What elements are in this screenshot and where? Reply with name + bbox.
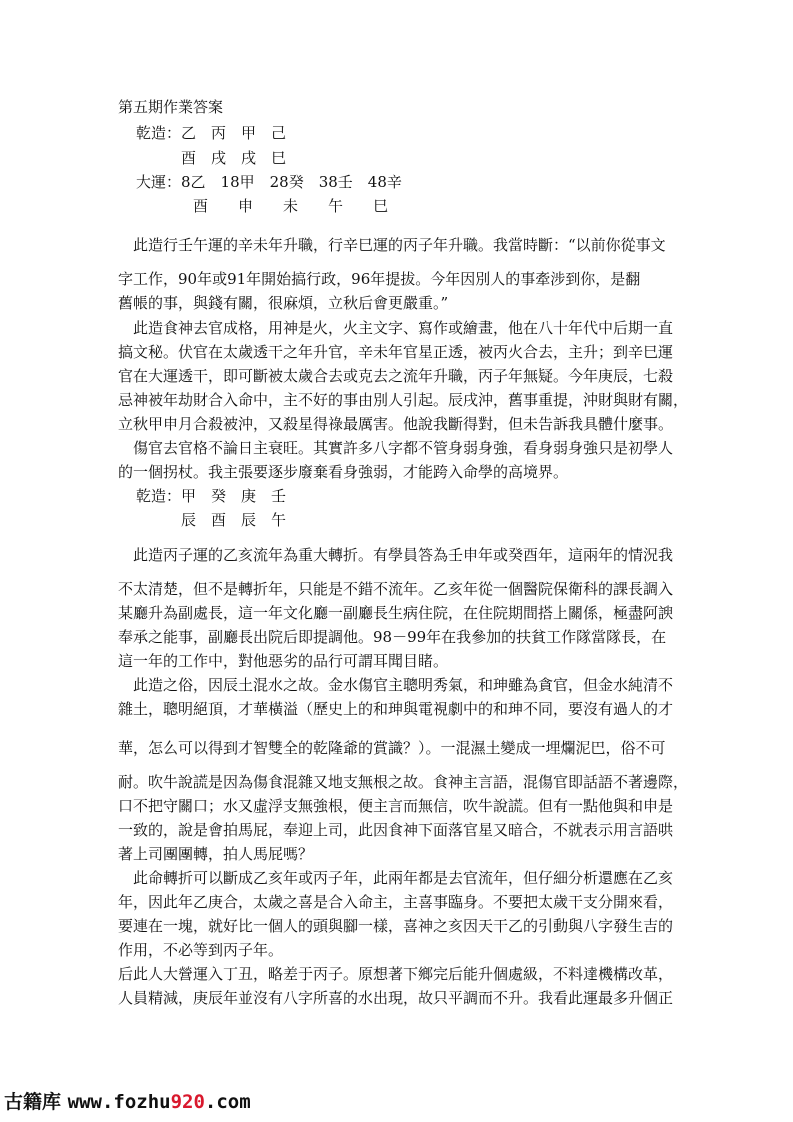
para2-line: 立秋甲申月合殺被沖，又殺星得祿最厲害。他說我斷得對，但未告訴我具體什麼事。 <box>118 415 674 433</box>
para4-line: 此造丙子運的乙亥流年為重大轉折。有學員答為壬申年或癸酉年，這兩年的情況我 <box>118 546 674 564</box>
para2-line: 此造食神去官成格，用神是火，火主文字、寫作或繪畫，他在八十年代中后期一直 <box>118 319 674 337</box>
para2-line: 搞文秘。伏官在太歲透干之年升官，辛未年官星正透，被丙火合去，主升；到辛巳運 <box>118 343 674 361</box>
domain-prefix: www.fozhu <box>67 1091 171 1113</box>
para6-line: 要連在一塊，就好比一個人的頭與腳一樣，喜神之亥因天干乙的引動與八字發生吉的 <box>118 917 674 935</box>
domain-suffix: .com <box>204 1091 251 1113</box>
para5-line: 雜土，聰明絕頂，才華橫溢（歷史上的和珅與電視劇中的和珅不同，要沒有過人的才 <box>118 700 674 718</box>
para3-line: 傷官去官格不論日主衰旺。其實許多八字都不管身弱身強，看身弱身強只是初學人 <box>118 439 674 457</box>
para4-line: 這一年的工作中，對他惡劣的品行可謂耳聞目睹。 <box>118 652 449 670</box>
chart1-branches: 酉 戌 戌 巳 <box>181 149 287 167</box>
chart1-label: 乾造： <box>136 124 182 142</box>
chart1-stems: 乙 丙 甲 己 <box>181 124 287 142</box>
para7-line: 人員精減，庚辰年並沒有八字所喜的水出現，故只平調而不升。我看此運最多升個正 <box>118 989 674 1007</box>
para3-line: 的一個拐杖。我主張要逐步廢棄看身強弱，才能跨入命學的高境界。 <box>118 463 569 481</box>
para1-line: 字工作，90年或91年開始搞行政，96年提拔。今年因別人的事牽涉到你，是翻 <box>118 270 641 288</box>
dayun-branches: 酉 申 未 午 巳 <box>193 197 389 215</box>
para2-line: 忌神被年劫財合入命中，主不好的事由別人引起。辰戌沖，舊事重提，沖財與財有關， <box>118 391 689 409</box>
site-name: 古籍库 <box>4 1091 62 1113</box>
page-title: 第五期作業答案 <box>118 98 224 116</box>
dayun-stems: 8乙 18甲 28癸 38壬 48辛 <box>181 173 402 191</box>
dayun-label: 大運： <box>136 173 182 191</box>
para6-line: 此命轉折可以斷成乙亥年或丙子年，此兩年都是去官流年，但仔細分析還應在乙亥 <box>118 869 674 887</box>
para1-line: 舊帳的事，與錢有關，很麻煩，立秋后會更嚴重。” <box>118 294 449 312</box>
para5-line: 一致的，說是會拍馬屁，奉迎上司，此因食神下面落官星又暗合，不就表示用言語哄 <box>118 821 674 839</box>
para6-line: 作用，不必等到丙子年。 <box>118 941 284 959</box>
domain-number: 920 <box>170 1091 205 1113</box>
chart2-branches: 辰 酉 辰 午 <box>181 511 287 529</box>
para4-line: 不太清楚，但不是轉折年，只能是不錯不流年。乙亥年從一個醫院保衛科的課長調入 <box>118 580 674 598</box>
para5-line: 耐。吹牛說謊是因為傷食混雜又地支無根之故。食神主言語，混傷官即話語不著邊際， <box>118 773 689 791</box>
para5-line: 此造之俗，因辰土混水之故。金水傷官主聰明秀氣，和珅雖為貪官，但金水純清不 <box>118 676 674 694</box>
chart2-stems: 甲 癸 庚 壬 <box>181 487 287 505</box>
para7-line: 后此人大營運入丁丑，略差于丙子。原想著下鄉完后能升個處級，不料達機構改革， <box>118 965 674 983</box>
para5-line: 華，怎么可以得到才智雙全的乾隆爺的賞識？）。一混濕土變成一埋爛泥巴，俗不可 <box>118 739 666 757</box>
para1-line: 此造行壬午運的辛未年升職，行辛巳運的丙子年升職。我當時斷：“以前你從事文 <box>118 236 666 254</box>
para4-line: 某廳升為副處長，這一年文化廳一副廳長生病住院，在住院期間搭上關係，極盡阿諛 <box>118 604 674 622</box>
para2-line: 官在大運透干，即可斷被太歲合去或克去之流年升職，丙子年無疑。今年庚辰，七殺 <box>118 367 674 385</box>
chart2-label: 乾造： <box>136 487 182 505</box>
para4-line: 奉承之能事，副廳長出院后即提調他。98－99年在我參加的扶貧工作隊當隊長，在 <box>118 628 667 646</box>
para6-line: 年，因此年乙庚合，太歲之喜是合入命主，主喜事臨身。不要把太歲干支分開來看， <box>118 893 674 911</box>
para5-line: 著上司團團轉，拍人馬屁嗎？ <box>118 845 314 863</box>
para5-line: 口不把守關口；水又虛浮支無強根，便主言而無信，吹牛說謊。但有一點他與和申是 <box>118 797 674 815</box>
site-watermark <box>4 1087 251 1114</box>
site-domain <box>68 1091 251 1113</box>
